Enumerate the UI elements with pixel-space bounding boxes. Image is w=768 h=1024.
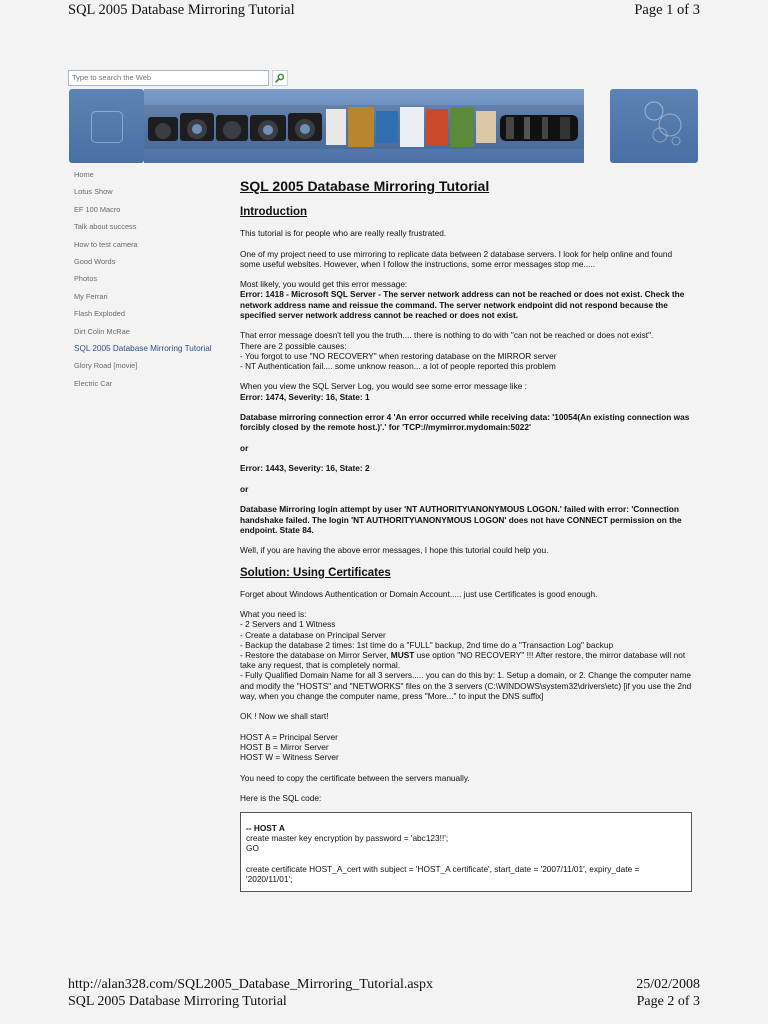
host-w: HOST W = Witness Server [240,752,339,763]
code-comment: -- HOST A [246,822,285,833]
sidebar-nav [74,170,234,396]
code-line-3: create certificate HOST_A_cert with subject = 'HOST_A certificate', start_date = '2007/11/01', expiry_date = '2020/11/01'; [246,863,640,884]
host-a: HOST A = Principal Server [240,731,338,742]
code-line-1: create master key encryption by password = 'abc123!!'; [246,832,449,843]
search-icon [275,73,285,83]
sidebar-item-photos[interactable]: Photos [74,274,98,284]
sidebar-item-lotus-show[interactable]: Lotus Show [74,187,113,197]
sidebar-item-flash-exploded[interactable]: Flash Exploded [74,309,125,319]
need-5: - Fully Qualified Domain Name for all 3 servers..... you can do this by: 1. Setup a domain, or 2. Change the computer name and modify the "HOSTS" and "NETWORKS" files on the 3 servers (C:\WINDOWS\system32\drivers\etc) [if you use the 2nd way, when you change the computer name, press "More..." to input the DNS suffix] [240,670,692,701]
hope-paragraph: Well, if you are having the above error messages, I hope this tutorial could help you. [240,545,549,556]
print-footer-page: Page 2 of 3 [636,994,700,1009]
error-block-1 [240,279,692,320]
host-b: HOST B = Mirror Server [240,742,329,753]
intro-paragraph-1: This tutorial is for people who are really really frustrated. [240,228,447,238]
requirements-block [240,609,692,701]
log-error-1474: Error: 1474, Severity: 16, State: 1 [240,391,370,402]
hosts-block [240,732,692,763]
sidebar-item-ef-100-macro[interactable]: EF 100 Macro [74,204,121,214]
camera-collage-image [144,105,584,149]
sql-intro-paragraph: Here is the SQL code: [240,793,322,804]
print-header [68,0,700,20]
sidebar-item-home[interactable]: Home [74,170,94,179]
print-footer-date: 25/02/2008 [636,977,700,992]
cause-1: - You forgot to use "NO RECOVERY" when restoring database on the MIRROR server [240,350,557,361]
intro-paragraph-2: One of my project need to use mirroring to replicate data between 2 database servers. I look for help online and found some useful websites. However, when I follow the instructions, some error messages stop me..... [240,248,673,269]
sidebar-item-sql-2005-mirroring[interactable]: SQL 2005 Database Mirroring Tutorial [74,343,212,353]
sidebar-item-my-ferrari[interactable]: My Ferrari [74,291,108,301]
need-2: - Create a database on Principal Server [240,629,386,640]
banner-right-panel [610,89,698,163]
code-line-2: GO [246,843,259,854]
print-footer-row-2 [68,994,700,1010]
code-block-1 [246,823,686,854]
causes-block [240,330,692,371]
need-4-must: MUST [390,650,415,661]
sidebar-item-dirt-colin-mcrae[interactable]: Dirt Colin McRae [74,326,130,336]
print-header-page: Page 1 of 3 [634,1,700,18]
search-button[interactable] [272,70,288,86]
need-4-end: use option "NO RECOVERY" !!! After restore, the mirror database will not take any request, that is completely normal. [240,650,686,671]
web-search [68,70,288,86]
banner-camera-photos [144,89,584,163]
sidebar-item-electric-car[interactable]: Electric Car [74,378,113,388]
page-title: SQL 2005 Database Mirroring Tutorial [240,178,490,194]
bubbles-decoration-icon [610,89,698,163]
banner-emblem-icon [91,111,123,143]
or-1: or [240,442,249,453]
intro-paragraph-4b: There are 2 possible causes: [240,340,347,351]
cause-2: - NT Authentication fail.... some unknow reason... a lot of people reported this problem [240,360,556,371]
need-3: - Backup the database 2 times: 1st time do a "FULL" backup, 2nd time do a "Transaction Log" backup [240,639,614,650]
need-intro: What you need is: [240,609,307,620]
log-error-login: Database Mirroring login attempt by user 'NT AUTHORITY\ANONYMOUS LOGON.' failed with error: 'Connection handshake failed. The login 'NT AUTHORITY\ANONYMOUS LOGON' does not have CONNECT permission on the endpoint. State 84. [240,504,682,535]
article-content [240,177,692,892]
or-2: or [240,483,249,494]
intro-paragraph-4a: That error message doesn't tell you the truth.... there is nothing to do with "can not be reached or does not exist". [240,330,654,341]
search-input[interactable] [68,70,269,86]
solution-paragraph-1: Forget about Windows Authentication or Domain Account..... just use Certificates is good enough. [240,588,598,599]
sidebar-item-how-to-test-camera[interactable]: How to test camera [74,239,138,249]
solution-heading: Solution: Using Certificates [240,566,391,579]
need-1: - 2 Servers and 1 Witness [240,619,336,630]
sql-code-box [240,812,692,892]
log-block [240,381,692,401]
log-intro: When you view the SQL Server Log, you would see some error message like : [240,381,527,392]
print-footer-url: http://alan328.com/SQL2005_Database_Mirroring_Tutorial.aspx [68,977,433,992]
sidebar-item-good-words[interactable]: Good Words [74,256,116,266]
start-paragraph: OK ! Now we shall start! [240,711,329,722]
print-footer-title: SQL 2005 Database Mirroring Tutorial [68,994,287,1009]
need-4-start: - Restore the database on Mirror Server, [240,650,391,661]
sidebar-item-glory-road[interactable]: Glory Road [movie] [74,361,138,371]
print-footer-row-1 [68,977,700,993]
intro-heading: Introduction [240,206,308,218]
sidebar-item-talk-about-success[interactable]: Talk about success [74,222,137,232]
intro-paragraph-3: Most likely, you would get this error message: [240,279,408,290]
print-header-title: SQL 2005 Database Mirroring Tutorial [68,1,295,18]
copy-cert-paragraph: You need to copy the certificate between the servers manually. [240,772,470,783]
error-1418-text: Error: 1418 - Microsoft SQL Server - The server network address can not be reached or does not exist. Check the network address name and reissue the command. The server network endpoint did not respond because the specified server network address cannot be reached or does not exist. [240,289,685,320]
banner-left-panel [69,89,144,163]
log-error-1443: Error: 1443, Severity: 16, State: 2 [240,463,370,474]
log-error-connection: Database mirroring connection error 4 'An error occurred while receiving data: '10054(An existing connection was forcibly closed by the remote host.)'.' for 'TCP://mymirror.mydomain:5022' [240,412,690,433]
